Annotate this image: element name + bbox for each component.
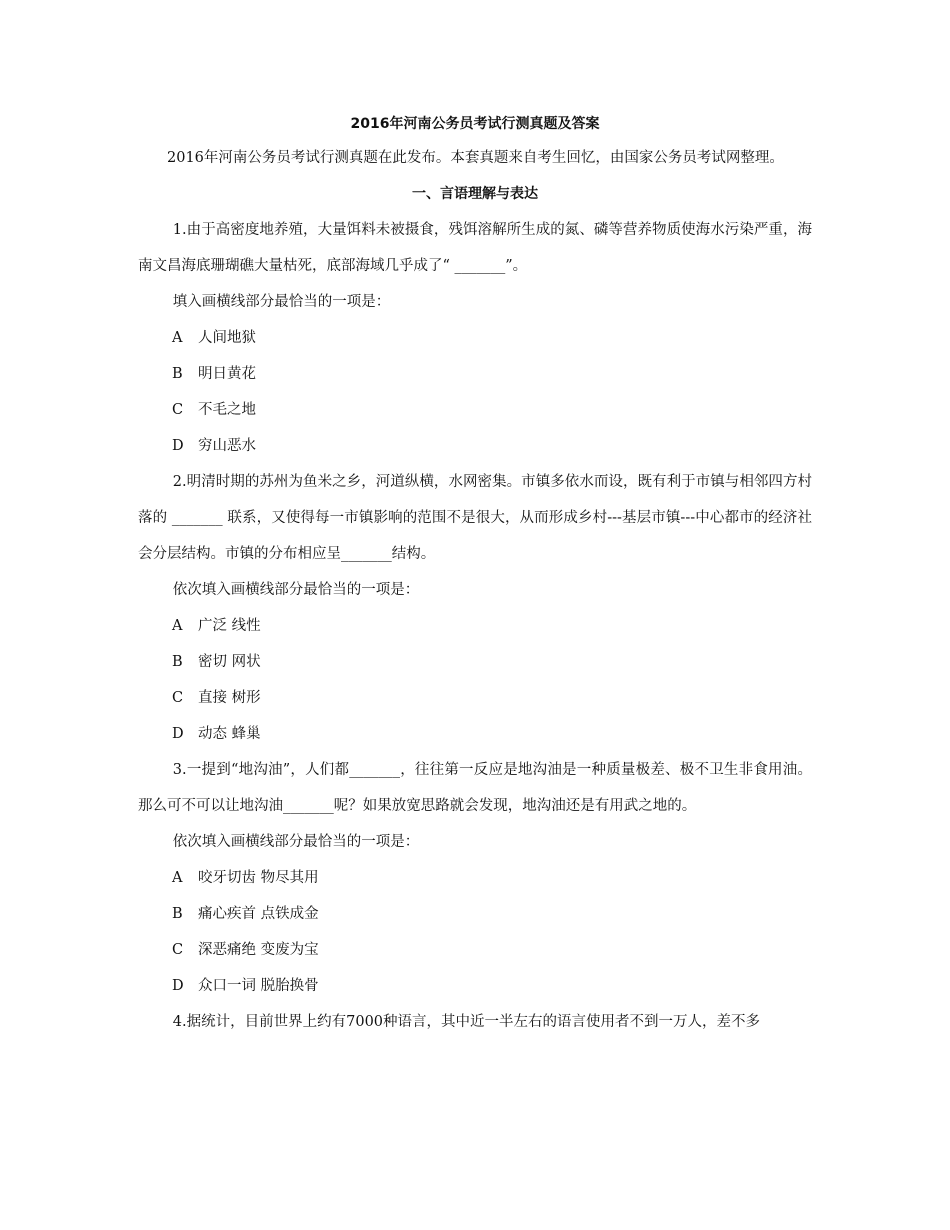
- option-a: [138, 320, 812, 356]
- option-letter: D: [172, 978, 184, 994]
- option-text: 广泛 线性: [198, 618, 261, 634]
- question-1: [138, 212, 812, 464]
- option-letter: A: [172, 618, 183, 634]
- option-d: [138, 716, 812, 752]
- option-text: 动态 蜂巢: [198, 726, 261, 742]
- option-c: [138, 680, 812, 716]
- option-text: 直接 树形: [198, 690, 261, 706]
- question-stem: 2.明清时期的苏州为鱼米之乡，河道纵横，水网密集。市镇多依水而设，既有利于市镇与相邻四方村落的 _______ 联系，又使得每一市镇影响的范围不是很大，从而形成乡村---基层市镇---中心都市的经济社会分层结构。市镇的分布相应呈_______结构。: [138, 474, 812, 562]
- option-text: 密切 网状: [198, 654, 261, 670]
- option-letter: A: [172, 870, 183, 886]
- option-text: 人间地狱: [198, 330, 256, 346]
- option-text: 众口一词 脱胎换骨: [198, 978, 319, 994]
- option-d: [138, 968, 812, 1004]
- option-c: [138, 392, 812, 428]
- option-letter: B: [172, 906, 183, 922]
- question-stem: 3.一提到“地沟油”，人们都_______，往往第一反应是地沟油是一种质量极差、极不卫生非食用油。那么可不可以让地沟油_______呢？如果放宽思路就会发现，地沟油还是有用武之地的。: [138, 762, 812, 814]
- option-b: [138, 896, 812, 932]
- option-letter: B: [172, 654, 183, 670]
- question-2: [138, 464, 812, 752]
- option-c: [138, 932, 812, 968]
- question-3: [138, 752, 812, 1004]
- option-text: 穷山恶水: [198, 438, 256, 454]
- option-letter: C: [172, 690, 184, 706]
- option-text: 不毛之地: [198, 402, 256, 418]
- intro-paragraph: 2016年河南公务员考试行测真题在此发布。本套真题来自考生回忆，由国家公务员考试网整理。: [167, 150, 784, 166]
- document-title: 2016年河南公务员考试行测真题及答案: [350, 116, 600, 132]
- question-prompt: 依次填入画横线部分最恰当的一项是：: [172, 834, 420, 850]
- question-4: [138, 1004, 812, 1040]
- option-d: [138, 428, 812, 464]
- option-letter: C: [172, 942, 184, 958]
- option-text: 痛心疾首 点铁成金: [198, 906, 319, 922]
- option-text: 明日黄花: [198, 366, 256, 382]
- question-prompt: 填入画横线部分最恰当的一项是：: [172, 294, 391, 310]
- question-prompt: 依次填入画横线部分最恰当的一项是：: [172, 582, 420, 598]
- option-letter: D: [172, 726, 184, 742]
- option-letter: A: [172, 330, 183, 346]
- option-b: [138, 356, 812, 392]
- option-b: [138, 644, 812, 680]
- question-stem: 4.据统计，目前世界上约有7000种语言，其中近一半左右的语言使用者不到一万人，差不多: [172, 1014, 761, 1030]
- option-a: [138, 608, 812, 644]
- question-stem: 1.由于高密度地养殖，大量饵料未被摄食，残饵溶解所生成的氮、磷等营养物质使海水污染严重，海南文昌海底珊瑚礁大量枯死，底部海域几乎成了“ _______”。: [138, 222, 812, 274]
- option-text: 深恶痛绝 变废为宝: [198, 942, 319, 958]
- option-text: 咬牙切齿 物尽其用: [198, 870, 319, 886]
- section-title: 一、言语理解与表达: [412, 186, 538, 202]
- option-a: [138, 860, 812, 896]
- option-letter: C: [172, 402, 184, 418]
- option-letter: D: [172, 438, 184, 454]
- option-letter: B: [172, 366, 183, 382]
